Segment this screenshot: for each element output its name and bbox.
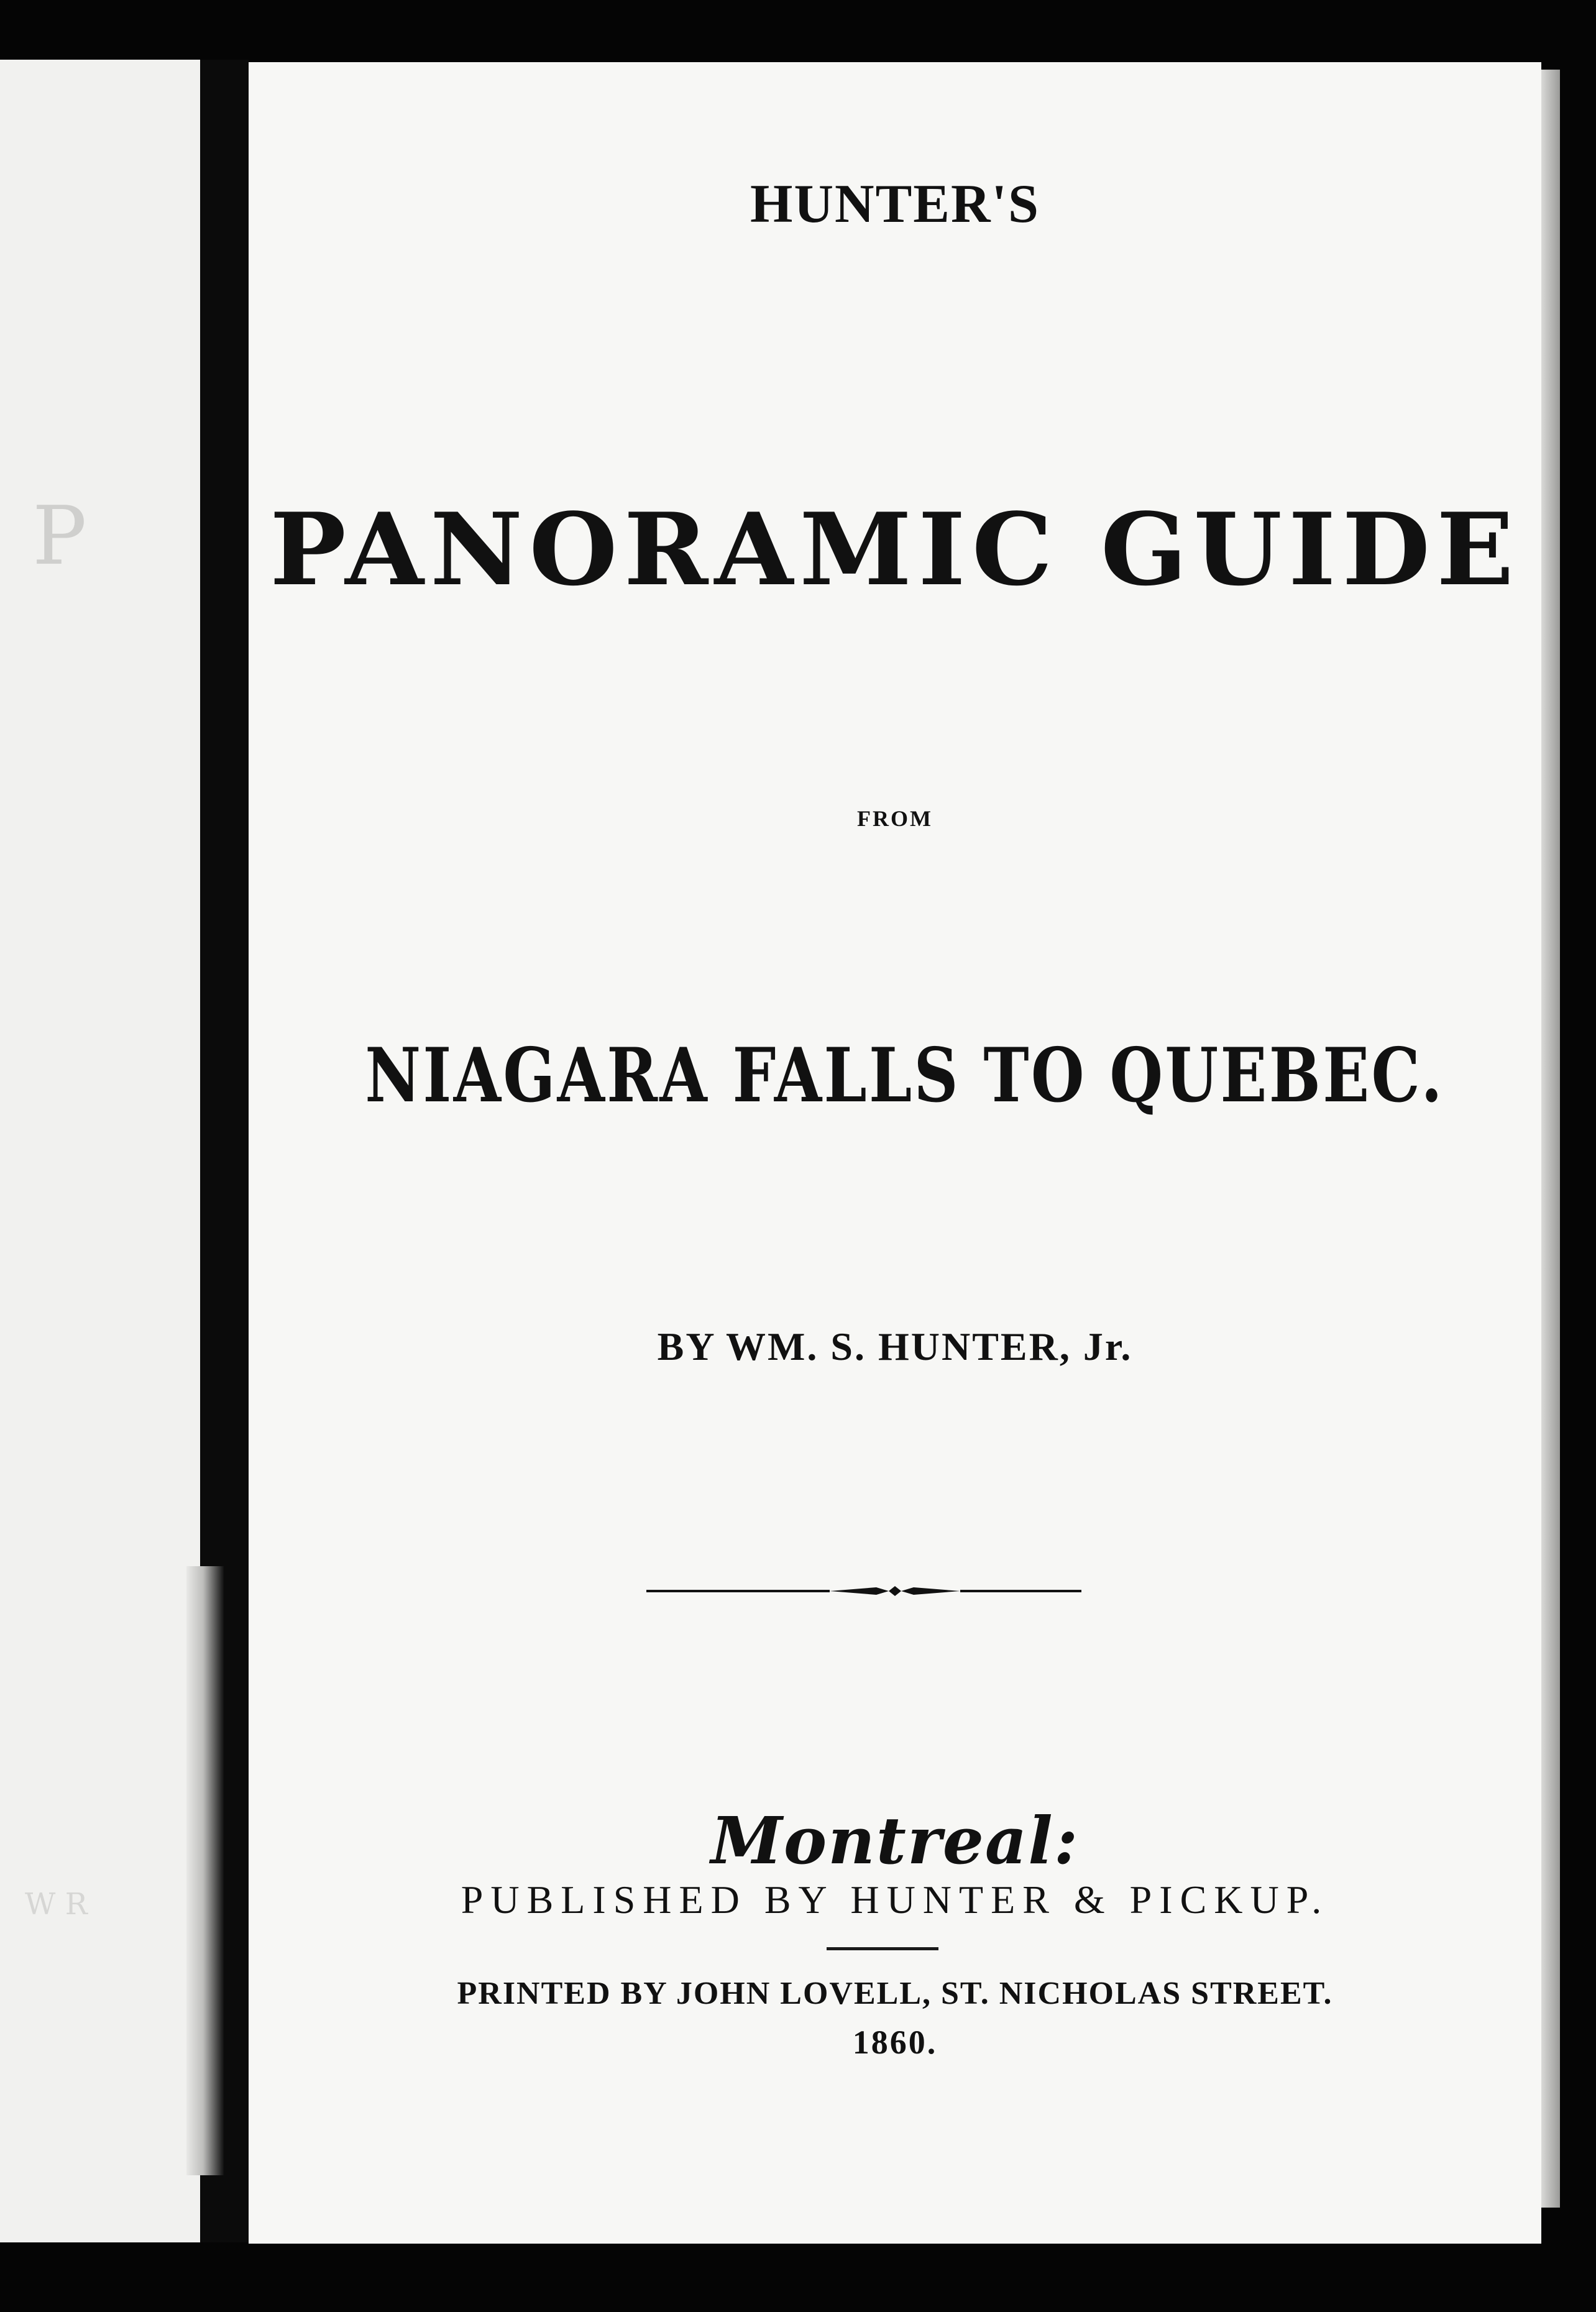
route-title: NIAGARA FALLS TO QUEBEC.: [365, 1032, 1444, 1119]
main-title: PANORAMIC GUIDE: [270, 491, 1520, 608]
right-page-edge: [1541, 70, 1560, 2208]
author-line: BY WM. S. HUNTER, Jr.: [657, 1324, 1133, 1369]
left-facing-page: [0, 60, 200, 2242]
printer-line: PRINTED BY JOHN LOVELL, ST. NICHOLAS STREET.: [457, 1976, 1333, 2011]
title-hunters: HUNTER'S: [750, 174, 1040, 234]
ornamental-rule: [249, 1579, 1541, 1603]
title-page: [249, 62, 1541, 2244]
title-from: FROM: [857, 806, 933, 831]
imprint-rule: [827, 1947, 938, 1950]
left-page-edge: [186, 1566, 224, 2175]
left-page-bleed-text-lower: W R: [25, 1887, 88, 1922]
publisher-line: PUBLISHED BY HUNTER & PICKUP.: [461, 1878, 1329, 1922]
left-page-bleed-text: P: [32, 489, 91, 583]
publication-year: 1860.: [852, 2024, 938, 2061]
imprint-city: Montreal:: [710, 1802, 1080, 1879]
